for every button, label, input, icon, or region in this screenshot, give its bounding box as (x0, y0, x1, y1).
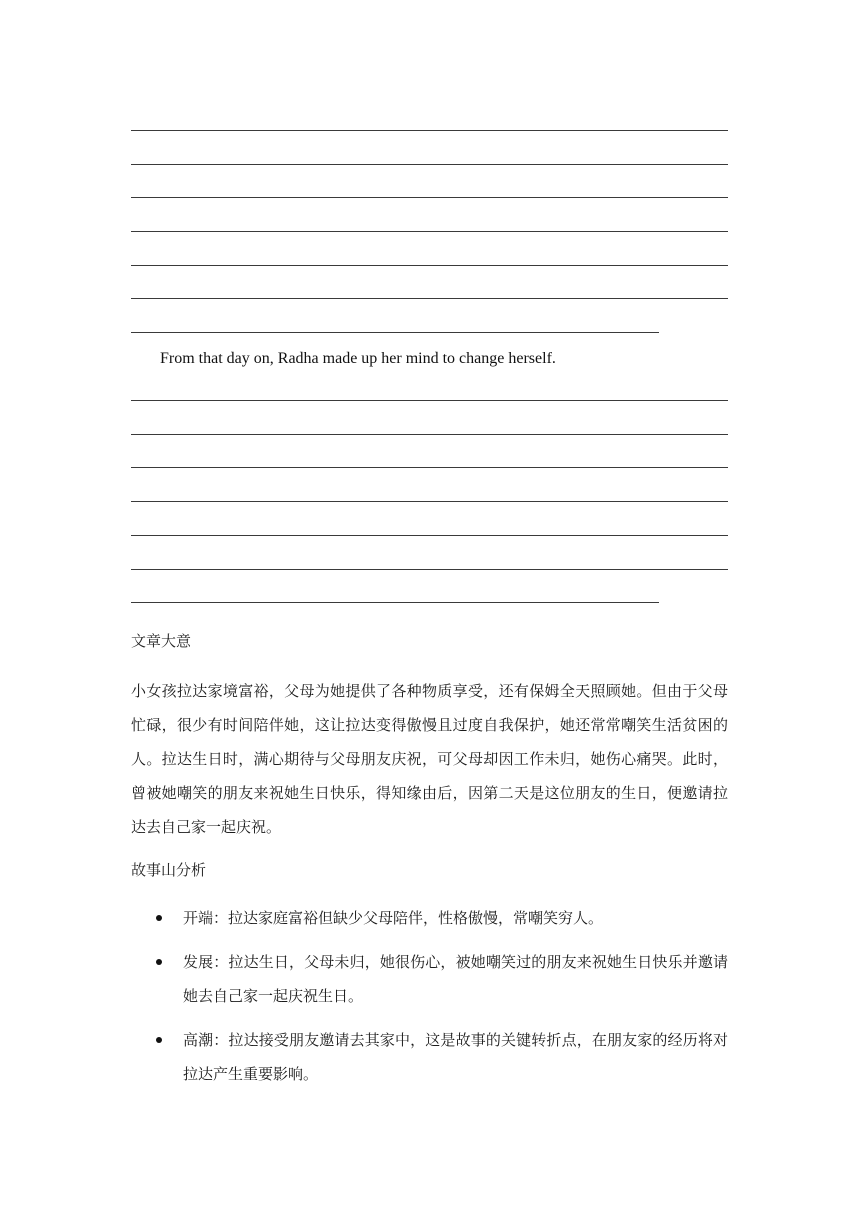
analysis-heading: 故事山分析 (131, 861, 207, 879)
bullet-icon (156, 915, 162, 921)
list-item-text: 高潮：拉达接受朋友邀请去其家中，这是故事的关键转折点，在朋友家的经历将对拉达产生重要影响。 (183, 1031, 728, 1083)
writing-line[interactable] (131, 332, 659, 333)
writing-line[interactable] (131, 197, 728, 198)
bullet-icon (156, 1037, 162, 1043)
summary-heading: 文章大意 (131, 632, 192, 650)
list-item (131, 945, 728, 1013)
writing-line[interactable] (131, 164, 728, 165)
writing-line[interactable] (131, 434, 728, 435)
writing-line[interactable] (131, 265, 728, 266)
list-item-text: 发展：拉达生日，父母未归，她很伤心，被她嘲笑过的朋友来祝她生日快乐并邀请她去自己家一起庆祝生日。 (183, 953, 728, 1005)
list-item-text: 开端：拉达家庭富裕但缺少父母陪伴，性格傲慢，常嘲笑穷人。 (183, 909, 604, 927)
writing-line[interactable] (131, 231, 728, 232)
list-item (131, 901, 728, 935)
writing-line[interactable] (131, 535, 728, 536)
bullet-icon (156, 959, 162, 965)
writing-line[interactable] (131, 602, 659, 603)
story-mountain-list (131, 901, 728, 1101)
writing-line[interactable] (131, 298, 728, 299)
list-item (131, 1023, 728, 1091)
writing-line[interactable] (131, 501, 728, 502)
writing-line[interactable] (131, 467, 728, 468)
writing-line[interactable] (131, 130, 728, 131)
writing-line[interactable] (131, 569, 728, 570)
continuation-prompt: From that day on, Radha made up her mind to change herself. (160, 350, 556, 367)
writing-line[interactable] (131, 400, 728, 401)
summary-paragraph: 小女孩拉达家境富裕，父母为她提供了各种物质享受，还有保姆全天照顾她。但由于父母忙碌，很少有时间陪伴她，这让拉达变得傲慢且过度自我保护，她还常常嘲笑生活贫困的人。拉达生日时，满心期待与父母朋友庆祝，可父母却因工作未归，她伤心痛哭。此时，曾被她嘲笑的朋友来祝她生日快乐，得知缘由后，因第二天是这位朋友的生日，便邀请拉达去自己家一起庆祝。 (131, 682, 728, 836)
